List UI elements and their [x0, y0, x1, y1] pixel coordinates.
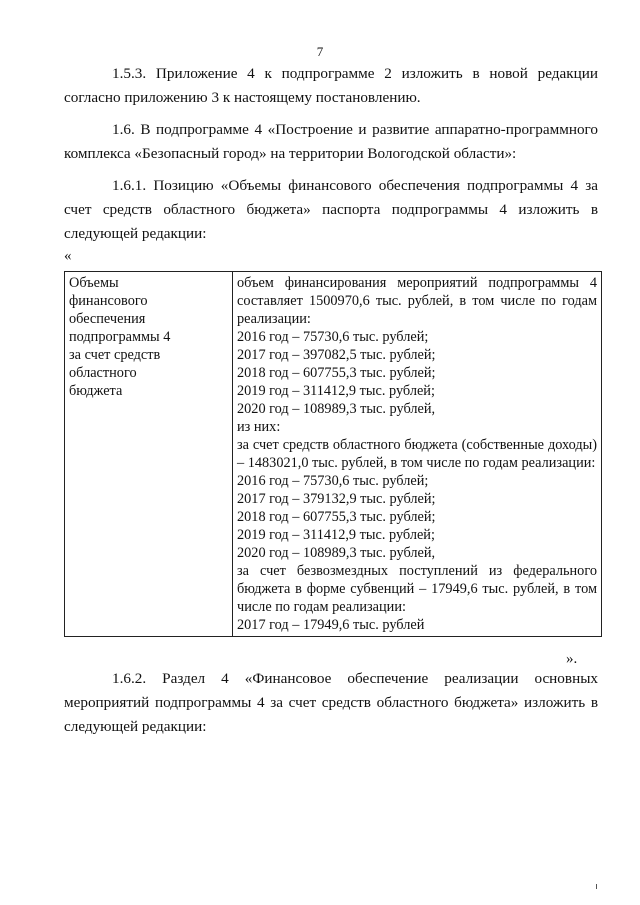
label-line: Объемы: [69, 275, 119, 291]
value-line: 2016 год – 75730,6 тыс. рублей;: [237, 473, 429, 489]
table-label-cell: [65, 272, 233, 637]
value-line: 2019 год – 311412,9 тыс. рублей;: [237, 527, 435, 543]
value-line: 2020 год – 108989,3 тыс. рублей,: [237, 545, 436, 561]
label-line: областного: [69, 365, 137, 381]
value-line: 2019 год – 311412,9 тыс. рублей;: [237, 383, 435, 399]
value-line: 2016 год – 75730,6 тыс. рублей;: [237, 329, 429, 345]
label-line: бюджета: [69, 383, 123, 399]
closing-quote: ».: [566, 651, 578, 667]
value-line: из них:: [237, 419, 281, 435]
value-line: 2017 год – 397082,5 тыс. рублей;: [237, 347, 436, 363]
scan-mark: [596, 884, 597, 889]
table-row: [65, 272, 602, 637]
paragraph-1-6-2: 1.6.2. Раздел 4 «Финансовое обеспечение реализации основных мероприятий подпрограммы 4 за счет средств областного бюджета» изложить в следующей редакции:: [64, 670, 598, 735]
label-line: финансового: [69, 293, 148, 309]
paragraph-1-6-1: 1.6.1. Позицию «Объемы финансового обеспечения подпрограммы 4 за счет средств областного бюджета» паспорта подпрограммы 4 изложить в следующей редакции:: [64, 177, 598, 242]
value-line: за счет средств областного бюджета (собственные доходы) – 1483021,0 тыс. рублей, в том числе по годам реализации:: [237, 437, 597, 471]
value-line: 2018 год – 607755,3 тыс. рублей;: [237, 365, 436, 381]
table-value-cell: [233, 272, 602, 637]
page-number: 7: [316, 44, 324, 59]
label-line: обеспечения: [69, 311, 146, 327]
financing-table: [64, 271, 602, 637]
value-line: 2018 год – 607755,3 тыс. рублей;: [237, 509, 436, 525]
value-line: объем финансирования мероприятий подпрограммы 4 составляет 1500970,6 тыс. рублей, в том числе по годам реализации:: [237, 275, 597, 327]
value-line: 2017 год – 379132,9 тыс. рублей;: [237, 491, 436, 507]
opening-quote: «: [64, 248, 72, 264]
label-line: за счет средств: [69, 347, 161, 363]
value-line: 2020 год – 108989,3 тыс. рублей,: [237, 401, 436, 417]
label-line: подпрограммы 4: [69, 329, 171, 345]
paragraph-1-5-3: 1.5.3. Приложение 4 к подпрограмме 2 изложить в новой редакции согласно приложению 3 к настоящему постановлению.: [64, 65, 598, 106]
value-line: за счет безвозмездных поступлений из федерального бюджета в форме субвенций – 17949,6 тыс. рублей, в том числе по годам реализации:: [237, 563, 597, 615]
paragraph-1-6: 1.6. В подпрограмме 4 «Построение и развитие аппаратно-программного комплекса «Безопасный город» на территории Вологодской области»:: [64, 121, 598, 162]
value-line: 2017 год – 17949,6 тыс. рублей: [237, 617, 425, 633]
